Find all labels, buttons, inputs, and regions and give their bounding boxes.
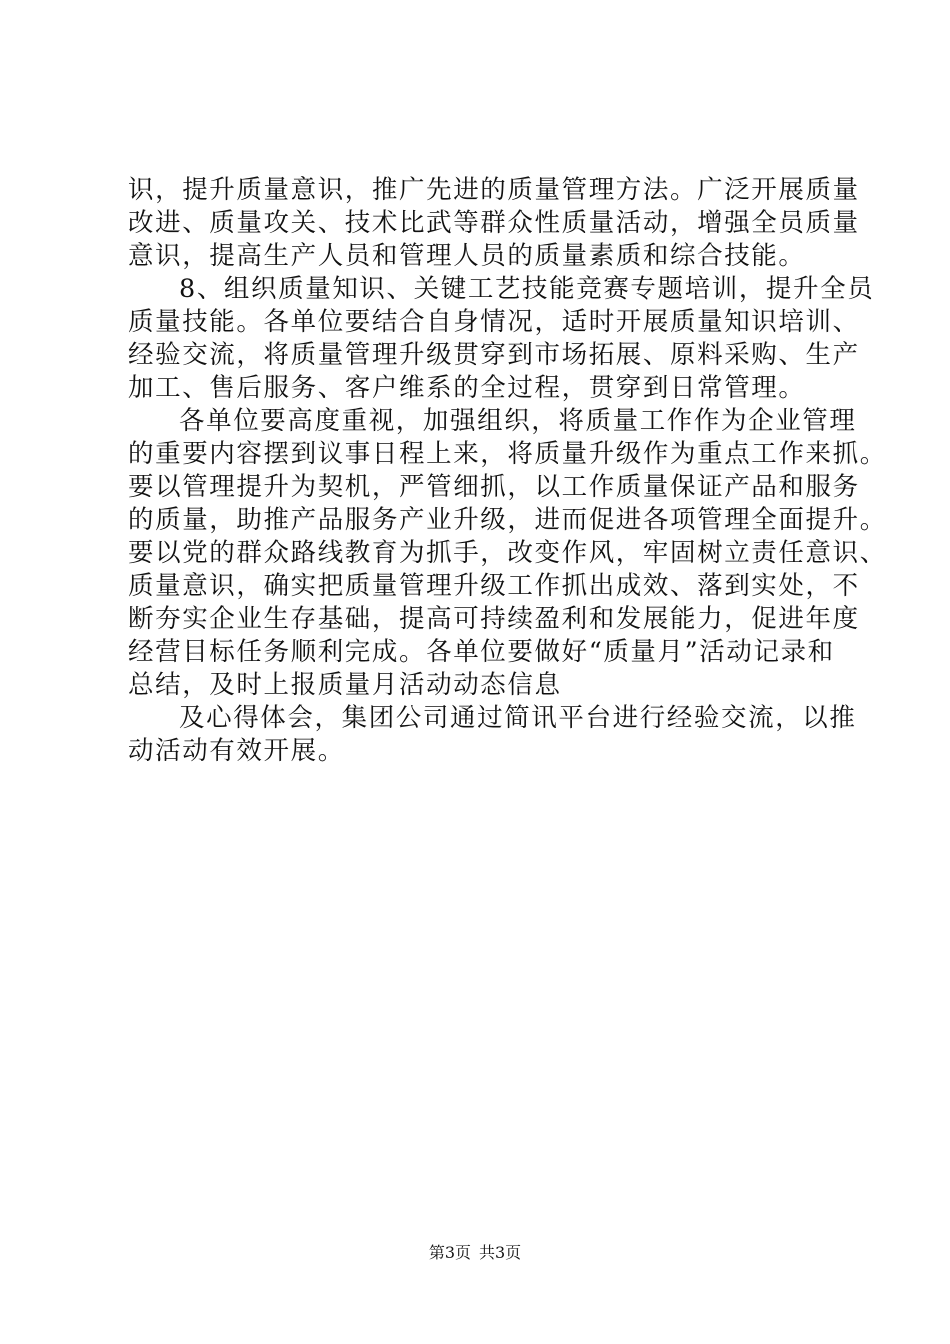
text-line: 的质量，助推产品服务产业升级，进而促进各项管理全面提升。 bbox=[128, 505, 887, 535]
text-line: 8、组织质量知识、关键工艺技能竞赛专题培训，提升全员 bbox=[179, 274, 875, 304]
text-line: 质量技能。各单位要结合自身情况，适时开展质量知识培训、 bbox=[128, 307, 860, 337]
text-line: 加工、售后服务、客户维系的全过程，贯穿到日常管理。 bbox=[128, 373, 806, 403]
text-line: 的重要内容摆到议事日程上来，将质量升级作为重点工作来抓。 bbox=[128, 439, 887, 469]
text-line: 断夯实企业生存基础，提高可持续盈利和发展能力，促进年度 bbox=[128, 604, 860, 634]
text-line: 意识，提高生产人员和管理人员的质量素质和综合技能。 bbox=[128, 241, 806, 271]
document-body bbox=[128, 174, 887, 768]
text-line: 总结，及时上报质量月活动动态信息 bbox=[128, 670, 562, 700]
text-line: 识，提升质量意识，推广先进的质量管理方法。广泛开展质量 bbox=[128, 175, 860, 205]
page-footer bbox=[0, 1242, 950, 1264]
text-line: 动活动有效开展。 bbox=[128, 736, 345, 766]
text-line: 要以管理提升为契机，严管细抓，以工作质量保证产品和服务 bbox=[128, 472, 860, 502]
text-line: 要以党的群众路线教育为抓手，改变作风，牢固树立责任意识、 bbox=[128, 538, 887, 568]
text-line: 经营目标任务顺利完成。各单位要做好“质量月”活动记录和 bbox=[128, 637, 835, 667]
text-line: 及心得体会，集团公司通过简讯平台进行经验交流，以推 bbox=[179, 703, 857, 733]
page-total: 共3页 bbox=[479, 1243, 522, 1262]
text-line: 各单位要高度重视，加强组织，将质量工作作为企业管理 bbox=[179, 406, 857, 436]
page-number: 第3页 bbox=[428, 1243, 471, 1262]
text-line: 质量意识，确实把质量管理升级工作抓出成效、落到实处，不 bbox=[128, 571, 860, 601]
text-line: 改进、质量攻关、技术比武等群众性质量活动，增强全员质量 bbox=[128, 208, 860, 238]
text-line: 经验交流，将质量管理升级贯穿到市场拓展、原料采购、生产 bbox=[128, 340, 860, 370]
